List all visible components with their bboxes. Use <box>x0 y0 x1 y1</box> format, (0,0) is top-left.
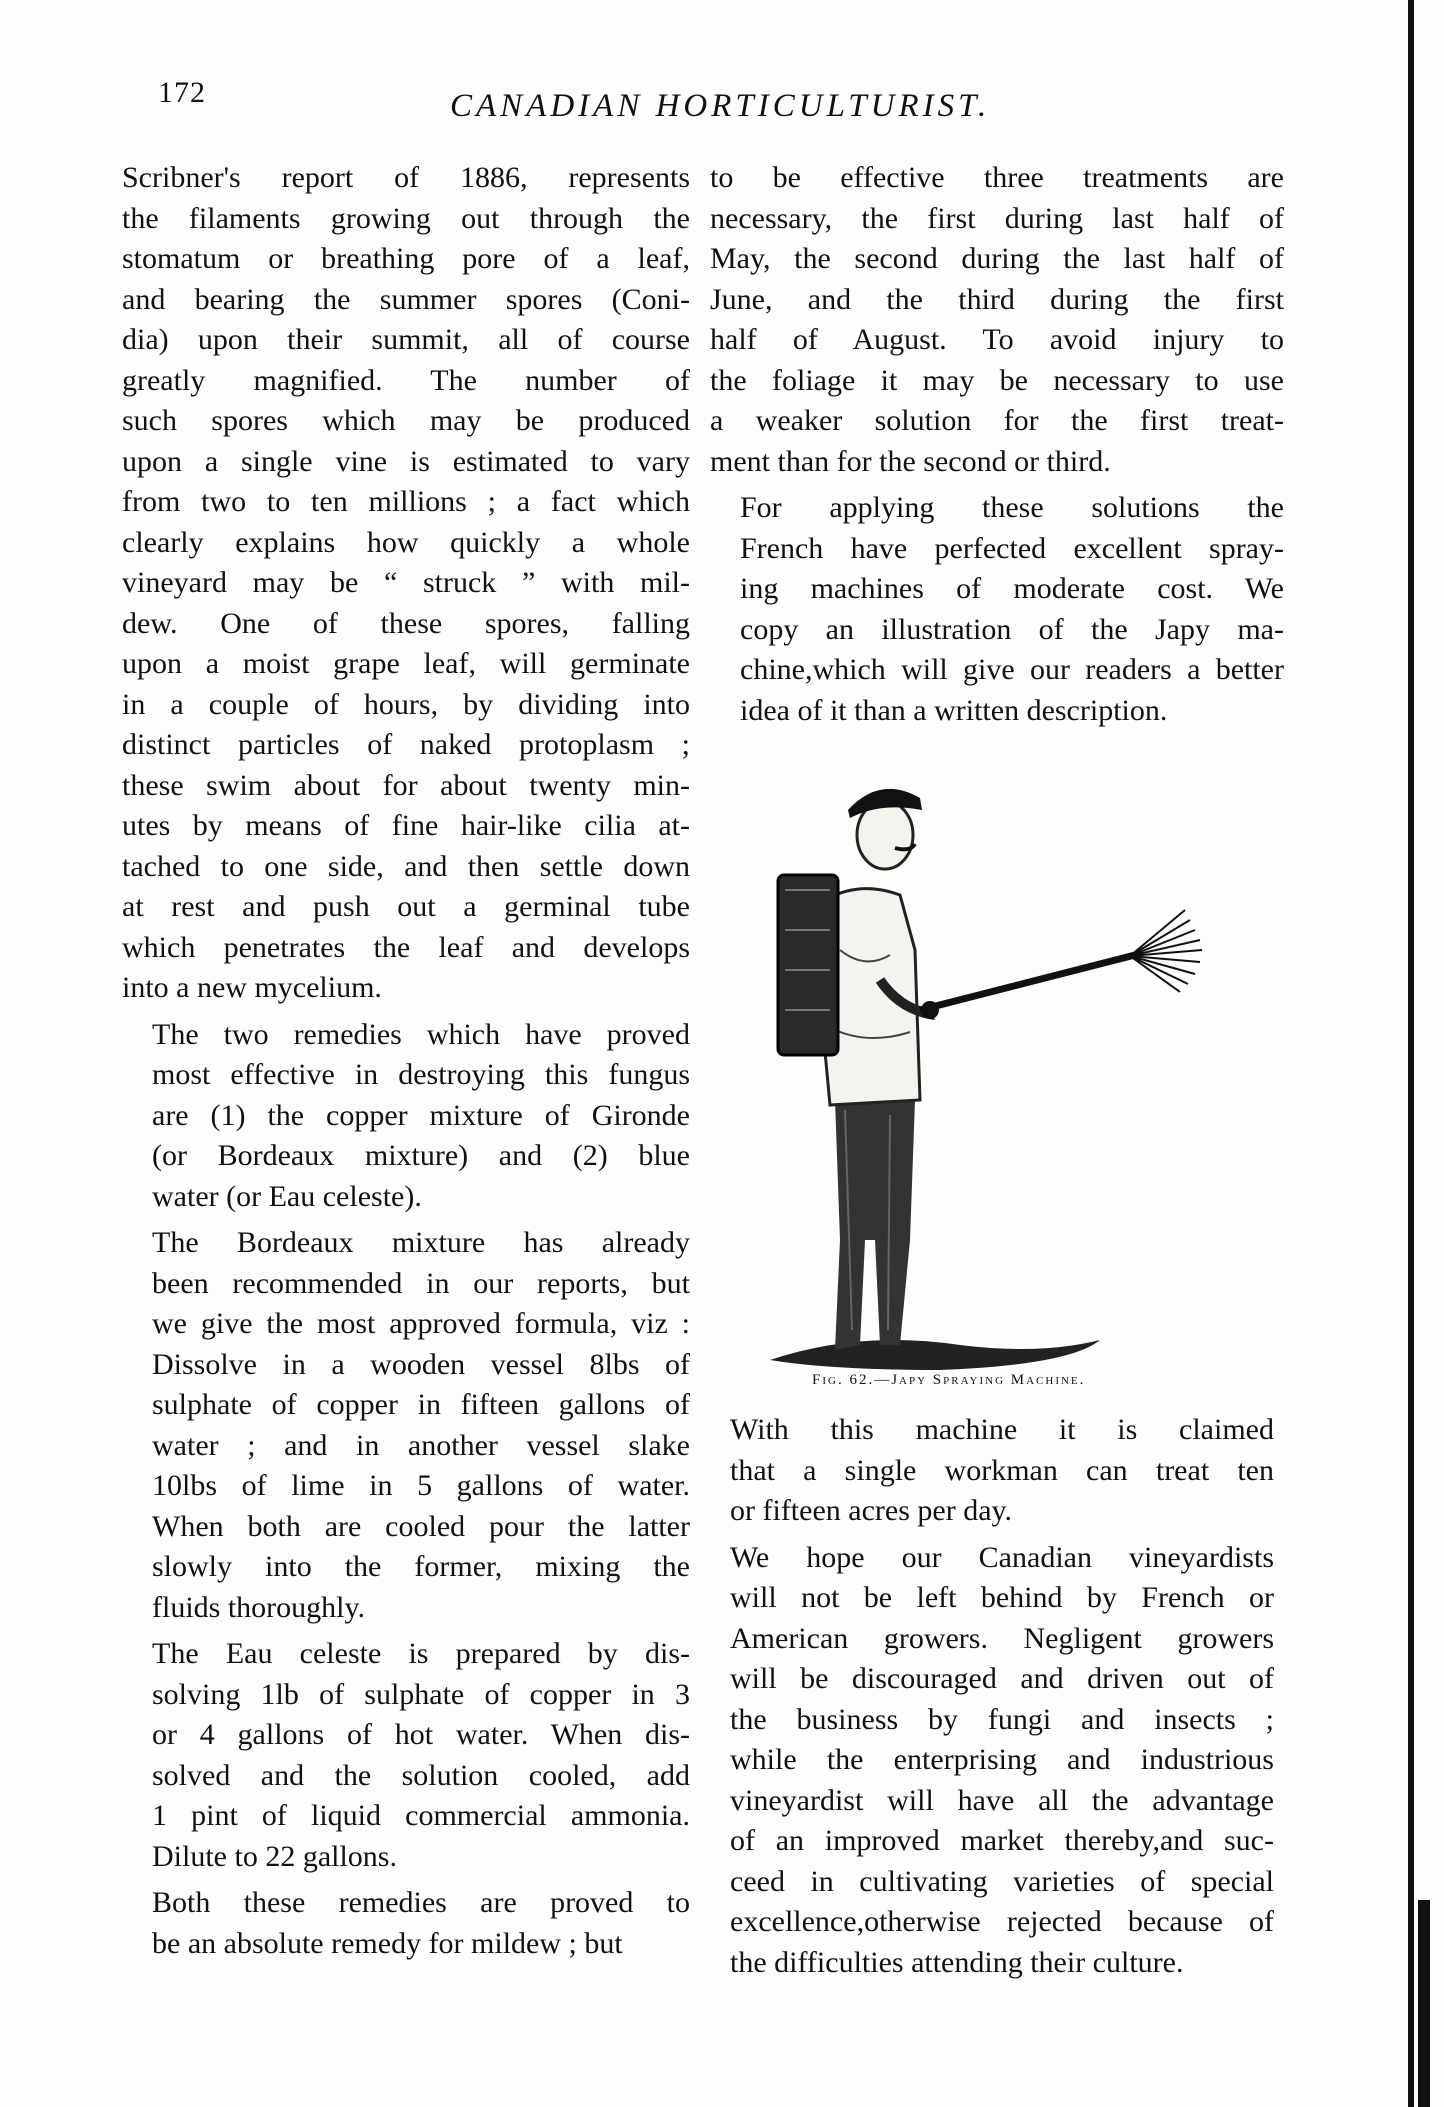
text-line: dia) upon their summit, all of course <box>122 323 690 356</box>
text-line: are (1) the copper mixture of Gironde <box>152 1098 690 1132</box>
text-line: dew. One of these spores, falling <box>122 606 690 640</box>
text-line: which penetrates the leaf and develops <box>122 930 690 964</box>
legs <box>835 1100 915 1350</box>
text-line: clearly explains how quickly a whole <box>122 525 690 559</box>
text-line: be an absolute remedy for mildew ; but <box>152 1926 623 1960</box>
running-head: CANADIAN HORTICULTURIST. <box>450 88 991 124</box>
text-line: or 4 gallons of hot water. When dis- <box>152 1718 690 1751</box>
text-line: fluids thoroughly. <box>152 1590 366 1624</box>
binding-edge <box>1408 0 1414 2107</box>
text-line: ceed in cultivating varieties of special <box>730 1864 1274 1898</box>
text-line: into a new mycelium. <box>122 971 382 1004</box>
page-number: 172 <box>158 76 206 109</box>
text-line: utes by means of fine hair-like cilia at- <box>122 809 690 842</box>
text-line: the business by fungi and insects ; <box>730 1702 1274 1736</box>
text-line: water (or Eau celeste). <box>152 1179 422 1213</box>
text-line: vineyard may be “ struck ” with mil- <box>122 566 690 599</box>
text-line: excellence,otherwise rejected because of <box>730 1905 1274 1938</box>
text-line: and bearing the summer spores (Coni- <box>122 282 690 316</box>
text-line: Dilute to 22 gallons. <box>152 1839 397 1873</box>
text-line: May, the second during the last half of <box>710 242 1284 275</box>
japy-spraying-machine-illustration <box>740 770 1280 1370</box>
text-line: We hope our Canadian vineyardists <box>730 1540 1274 1574</box>
text-line: For applying these solutions the <box>740 491 1284 524</box>
text-line: such spores which may be produced <box>122 404 690 437</box>
text-line: solving 1lb of sulphate of copper in 3 <box>152 1677 690 1711</box>
text-line: at rest and push out a germinal tube <box>122 890 690 923</box>
text-line: When both are cooled pour the latter <box>152 1509 690 1543</box>
text-line: upon a single vine is estimated to vary <box>122 444 690 478</box>
text-line: slowly into the former, mixing the <box>152 1550 690 1583</box>
text-line: chine,which will give our readers a better <box>740 653 1284 686</box>
text-line: (or Bordeaux mixture) and (2) blue <box>152 1139 690 1172</box>
text-line: these swim about for about twenty min- <box>122 768 690 802</box>
paragraph <box>122 158 690 1009</box>
text-line: Dissolve in a wooden vessel 8lbs of <box>152 1347 690 1381</box>
text-line: from two to ten millions ; a fact which <box>122 485 690 518</box>
text-line: a weaker solution for the first treat- <box>710 404 1284 437</box>
text-line: while the enterprising and industrious <box>730 1743 1274 1776</box>
text-line: vineyardist will have all the advantage <box>730 1783 1274 1817</box>
text-line: distinct particles of naked protoplasm ; <box>122 728 690 761</box>
text-line: 1 pint of liquid commercial ammonia. <box>152 1799 690 1832</box>
paragraph <box>700 1538 1274 1984</box>
text-line: idea of it than a written description. <box>740 693 1168 727</box>
text-line: The Eau celeste is prepared by dis- <box>152 1637 690 1670</box>
text-line: sulphate of copper in fifteen gallons of <box>152 1388 690 1421</box>
text-line: in a couple of hours, by dividing into <box>122 687 690 721</box>
sprayer-tank <box>778 875 838 1055</box>
paragraph <box>122 1015 690 1218</box>
text-line: to be effective three treatments are <box>710 161 1284 194</box>
text-line: most effective in destroying this fungus <box>152 1058 690 1091</box>
text-line: ment than for the second or third. <box>710 444 1111 478</box>
right-column-lower <box>700 1410 1274 1983</box>
text-line: of an improved market thereby,and suc- <box>730 1824 1274 1857</box>
text-line: June, and the third during the first <box>710 282 1284 316</box>
paragraph <box>122 1223 690 1628</box>
text-line: upon a moist grape leaf, will germinate <box>122 647 690 680</box>
text-line: will not be left behind by French or <box>730 1581 1274 1614</box>
right-column-upper <box>710 158 1284 731</box>
text-line: or fifteen acres per day. <box>730 1494 1013 1527</box>
text-line: The two remedies which have proved <box>152 1017 690 1051</box>
text-line: half of August. To avoid injury to <box>710 323 1284 356</box>
paragraph <box>122 1883 690 1964</box>
paragraph <box>700 1410 1274 1532</box>
text-line: stomatum or breathing pore of a leaf, <box>122 242 690 275</box>
paragraph <box>710 488 1284 731</box>
text-line: the foliage it may be necessary to use <box>710 363 1284 397</box>
text-line: French have perfected excellent spray- <box>740 531 1284 565</box>
paragraph <box>122 1634 690 1877</box>
text-line: The Bordeaux mixture has already <box>152 1226 690 1259</box>
spray-lance <box>920 955 1135 1010</box>
binding-edge-shadow <box>1418 1900 1430 2107</box>
text-line: we give the most approved formula, viz : <box>152 1307 690 1340</box>
text-line: been recommended in our reports, but <box>152 1266 690 1300</box>
left-column <box>122 158 690 1964</box>
text-line: the difficulties attending their culture. <box>730 1945 1184 1979</box>
text-line: will be discouraged and driven out of <box>730 1662 1274 1695</box>
text-line: that a single workman can treat ten <box>730 1453 1274 1487</box>
text-line: 10lbs of lime in 5 gallons of water. <box>152 1469 690 1502</box>
text-line: tached to one side, and then settle down <box>122 849 690 883</box>
text-line: the filaments growing out through the <box>122 201 690 235</box>
ground-shadow <box>770 1340 1100 1370</box>
text-line: With this machine it is claimed <box>730 1413 1274 1446</box>
text-line: Both these remedies are proved to <box>152 1886 690 1919</box>
text-line: ing machines of moderate cost. We <box>740 572 1284 605</box>
text-line: copy an illustration of the Japy ma- <box>740 612 1284 646</box>
paragraph <box>710 158 1284 482</box>
text-line: solved and the solution cooled, add <box>152 1758 690 1792</box>
text-line: American growers. Negligent growers <box>730 1621 1274 1655</box>
figure-caption: Fig. 62.—Japy Spraying Machine. <box>812 1372 1086 1388</box>
spray-nozzle-brush <box>1130 910 1202 992</box>
text-line: water ; and in another vessel slake <box>152 1428 690 1462</box>
text-line: necessary, the first during last half of <box>710 201 1284 235</box>
text-line: greatly magnified. The number of <box>122 363 690 397</box>
text-line: Scribner's report of 1886, represents <box>122 161 690 194</box>
